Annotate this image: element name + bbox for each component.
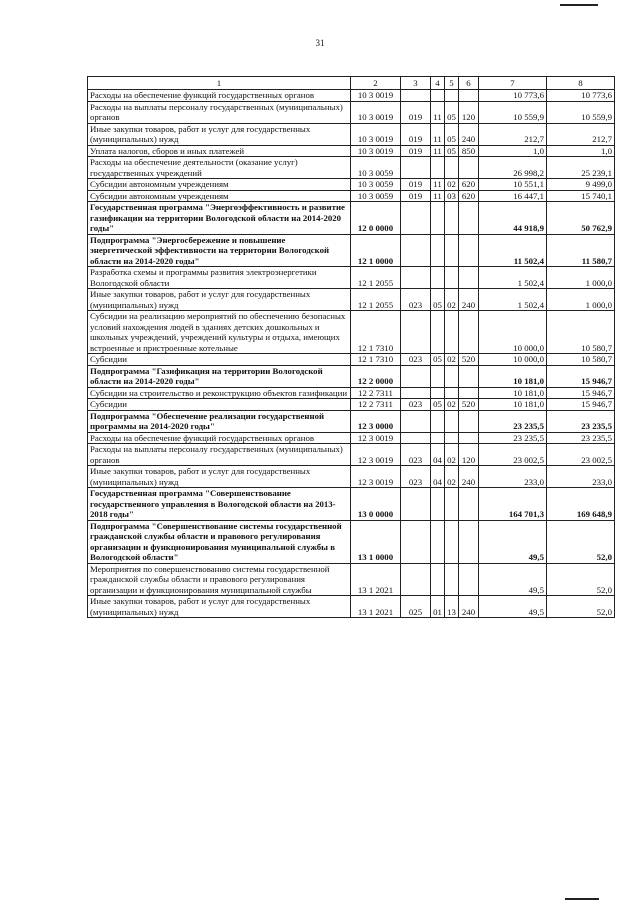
table-row (88, 267, 615, 289)
amount-year1-cell: 10 551,1 (479, 179, 547, 191)
table-row (88, 179, 615, 191)
amount-year1-cell: 23 235,5 (479, 432, 547, 444)
row-name-cell: Государственная программа "Совершенствование государственного управления в Вологодской области на 2013-2018 годы" (88, 488, 351, 521)
table-row (88, 365, 615, 387)
section-code-cell: 11 (431, 145, 445, 157)
header-cell: 1 (88, 77, 351, 90)
subsection-code-cell: 02 (445, 179, 459, 191)
amount-year2-cell: 11 580,7 (547, 234, 615, 267)
subsection-code-cell (445, 563, 459, 596)
amount-year2-cell: 23 235,5 (547, 432, 615, 444)
expense-type-cell (459, 157, 479, 179)
ministry-code-cell (401, 90, 431, 102)
amount-year2-cell: 1 000,0 (547, 289, 615, 311)
expense-type-cell: 120 (459, 444, 479, 466)
budget-table (87, 76, 615, 618)
section-code-cell (431, 202, 445, 235)
ministry-code-cell (401, 267, 431, 289)
table-row (88, 190, 615, 202)
target-code-cell: 12 2 7311 (351, 387, 401, 399)
amount-year2-cell: 233,0 (547, 466, 615, 488)
subsection-code-cell (445, 267, 459, 289)
row-name-cell: Иные закупки товаров, работ и услуг для государственных (муниципальных) нужд (88, 596, 351, 618)
row-name-cell: Мероприятия по совершенствованию системы государственной гражданской службы области и правового регулирования организации и функционирования муниципальной службы (88, 563, 351, 596)
target-code-cell: 10 3 0019 (351, 145, 401, 157)
ministry-code-cell (401, 432, 431, 444)
amount-year2-cell: 52,0 (547, 596, 615, 618)
ministry-code-cell: 023 (401, 399, 431, 411)
ministry-code-cell (401, 202, 431, 235)
amount-year1-cell: 233,0 (479, 466, 547, 488)
subsection-code-cell (445, 488, 459, 521)
section-code-cell: 01 (431, 596, 445, 618)
section-code-cell (431, 90, 445, 102)
table-row (88, 399, 615, 411)
section-code-cell (431, 365, 445, 387)
ministry-code-cell (401, 234, 431, 267)
expense-type-cell (459, 90, 479, 102)
table-row (88, 311, 615, 354)
table-row (88, 444, 615, 466)
expense-type-cell (459, 365, 479, 387)
ministry-code-cell (401, 410, 431, 432)
subsection-code-cell (445, 410, 459, 432)
amount-year2-cell: 1,0 (547, 145, 615, 157)
row-name-cell: Подпрограмма "Энергосбережение и повышение энергетической эффективности на территории Вологодской области на 2014-2020 годы" (88, 234, 351, 267)
subsection-code-cell: 02 (445, 466, 459, 488)
target-code-cell: 12 1 2055 (351, 289, 401, 311)
target-code-cell: 10 3 0019 (351, 123, 401, 145)
section-code-cell (431, 157, 445, 179)
amount-year1-cell: 10 181,0 (479, 399, 547, 411)
row-name-cell: Иные закупки товаров, работ и услуг для государственных (муниципальных) нужд (88, 123, 351, 145)
section-code-cell: 11 (431, 101, 445, 123)
subsection-code-cell (445, 234, 459, 267)
target-code-cell: 12 0 0000 (351, 202, 401, 235)
amount-year1-cell: 10 181,0 (479, 365, 547, 387)
target-code-cell: 10 3 0059 (351, 179, 401, 191)
header-cell: 2 (351, 77, 401, 90)
header-cell: 8 (547, 77, 615, 90)
table-row (88, 387, 615, 399)
ministry-code-cell: 025 (401, 596, 431, 618)
subsection-code-cell (445, 90, 459, 102)
row-name-cell: Субсидии (88, 399, 351, 411)
section-code-cell: 05 (431, 354, 445, 366)
table-row (88, 432, 615, 444)
table-row (88, 145, 615, 157)
table-row (88, 354, 615, 366)
ministry-code-cell: 023 (401, 466, 431, 488)
table-row (88, 563, 615, 596)
section-code-cell: 05 (431, 289, 445, 311)
expense-type-cell (459, 234, 479, 267)
table-body (88, 90, 615, 618)
expense-type-cell (459, 410, 479, 432)
target-code-cell: 13 0 0000 (351, 488, 401, 521)
amount-year1-cell: 49,5 (479, 596, 547, 618)
amount-year2-cell: 15 740,1 (547, 190, 615, 202)
ministry-code-cell (401, 311, 431, 354)
expense-type-cell (459, 387, 479, 399)
corner-mark-bottom (565, 898, 599, 900)
target-code-cell: 12 1 2055 (351, 267, 401, 289)
table-row (88, 101, 615, 123)
subsection-code-cell: 02 (445, 444, 459, 466)
amount-year2-cell: 15 946,7 (547, 365, 615, 387)
table-row (88, 466, 615, 488)
section-code-cell: 11 (431, 123, 445, 145)
ministry-code-cell: 019 (401, 101, 431, 123)
amount-year1-cell: 16 447,1 (479, 190, 547, 202)
subsection-code-cell (445, 365, 459, 387)
row-name-cell: Расходы на выплаты персоналу государственных (муниципальных) органов (88, 444, 351, 466)
section-code-cell (431, 520, 445, 563)
expense-type-cell: 620 (459, 190, 479, 202)
target-code-cell: 13 1 2021 (351, 596, 401, 618)
subsection-code-cell (445, 432, 459, 444)
amount-year2-cell: 15 946,7 (547, 387, 615, 399)
ministry-code-cell: 023 (401, 289, 431, 311)
target-code-cell: 12 2 7311 (351, 399, 401, 411)
table-row (88, 488, 615, 521)
section-code-cell (431, 488, 445, 521)
amount-year1-cell: 164 701,3 (479, 488, 547, 521)
target-code-cell: 12 1 0000 (351, 234, 401, 267)
section-code-cell: 11 (431, 190, 445, 202)
amount-year2-cell: 50 762,9 (547, 202, 615, 235)
ministry-code-cell: 019 (401, 123, 431, 145)
amount-year1-cell: 23 235,5 (479, 410, 547, 432)
row-name-cell: Расходы на выплаты персоналу государственных (муниципальных) органов (88, 101, 351, 123)
expense-type-cell (459, 267, 479, 289)
row-name-cell: Субсидии на реализацию мероприятий по обеспечению безопасных условий нахождения людей в зданиях детских дошкольных и школьных учреждений, учреждений культуры и отдыха, имеющих встроенные и пристроенные котельные (88, 311, 351, 354)
subsection-code-cell (445, 157, 459, 179)
subsection-code-cell: 02 (445, 354, 459, 366)
section-code-cell: 11 (431, 179, 445, 191)
amount-year1-cell: 26 998,2 (479, 157, 547, 179)
row-name-cell: Государственная программа "Энергоэффективность и развитие газификации на территории Вологодской области на 2014-2020 годы" (88, 202, 351, 235)
expense-type-cell (459, 432, 479, 444)
section-code-cell: 05 (431, 399, 445, 411)
subsection-code-cell: 02 (445, 399, 459, 411)
target-code-cell: 13 1 0000 (351, 520, 401, 563)
expense-type-cell (459, 202, 479, 235)
target-code-cell: 13 1 2021 (351, 563, 401, 596)
subsection-code-cell (445, 520, 459, 563)
amount-year1-cell: 44 918,9 (479, 202, 547, 235)
table-row (88, 157, 615, 179)
target-code-cell: 12 2 0000 (351, 365, 401, 387)
ministry-code-cell: 019 (401, 145, 431, 157)
table-row (88, 123, 615, 145)
expense-type-cell: 240 (459, 289, 479, 311)
ministry-code-cell: 023 (401, 354, 431, 366)
amount-year2-cell: 10 580,7 (547, 311, 615, 354)
amount-year1-cell: 1 502,4 (479, 289, 547, 311)
amount-year2-cell: 1 000,0 (547, 267, 615, 289)
amount-year2-cell: 15 946,7 (547, 399, 615, 411)
table-row (88, 289, 615, 311)
expense-type-cell: 520 (459, 354, 479, 366)
expense-type-cell: 240 (459, 466, 479, 488)
subsection-code-cell: 05 (445, 145, 459, 157)
amount-year1-cell: 10 000,0 (479, 354, 547, 366)
subsection-code-cell (445, 311, 459, 354)
target-code-cell: 10 3 0059 (351, 190, 401, 202)
expense-type-cell (459, 488, 479, 521)
table-row (88, 202, 615, 235)
expense-type-cell: 520 (459, 399, 479, 411)
subsection-code-cell: 05 (445, 101, 459, 123)
row-name-cell: Подпрограмма "Обеспечение реализации государственной программы на 2014-2020 годы" (88, 410, 351, 432)
target-code-cell: 12 1 7310 (351, 354, 401, 366)
table-row (88, 520, 615, 563)
row-name-cell: Субсидии автономным учреждениям (88, 179, 351, 191)
subsection-code-cell: 03 (445, 190, 459, 202)
amount-year1-cell: 10 559,9 (479, 101, 547, 123)
row-name-cell: Подпрограмма "Газификация на территории Вологодской области на 2014-2020 годы" (88, 365, 351, 387)
section-code-cell (431, 311, 445, 354)
expense-type-cell: 620 (459, 179, 479, 191)
subsection-code-cell: 13 (445, 596, 459, 618)
section-code-cell (431, 387, 445, 399)
header-row (88, 77, 615, 90)
amount-year2-cell: 212,7 (547, 123, 615, 145)
subsection-code-cell: 02 (445, 289, 459, 311)
section-code-cell (431, 234, 445, 267)
target-code-cell: 12 3 0000 (351, 410, 401, 432)
expense-type-cell (459, 311, 479, 354)
expense-type-cell (459, 520, 479, 563)
ministry-code-cell: 023 (401, 444, 431, 466)
expense-type-cell (459, 563, 479, 596)
amount-year2-cell: 10 559,9 (547, 101, 615, 123)
ministry-code-cell (401, 488, 431, 521)
expense-type-cell: 240 (459, 123, 479, 145)
amount-year2-cell: 23 002,5 (547, 444, 615, 466)
row-name-cell: Субсидии автономным учреждениям (88, 190, 351, 202)
ministry-code-cell: 019 (401, 190, 431, 202)
expense-type-cell: 120 (459, 101, 479, 123)
expense-type-cell: 240 (459, 596, 479, 618)
ministry-code-cell (401, 520, 431, 563)
table-row (88, 410, 615, 432)
page-number: 31 (315, 38, 325, 48)
amount-year2-cell: 10 773,6 (547, 90, 615, 102)
table-row (88, 234, 615, 267)
amount-year1-cell: 212,7 (479, 123, 547, 145)
row-name-cell: Уплата налогов, сборов и иных платежей (88, 145, 351, 157)
header-cell: 7 (479, 77, 547, 90)
amount-year1-cell: 10 773,6 (479, 90, 547, 102)
target-code-cell: 12 3 0019 (351, 466, 401, 488)
amount-year2-cell: 169 648,9 (547, 488, 615, 521)
row-name-cell: Расходы на обеспечение деятельности (оказание услуг) государственных учреждений (88, 157, 351, 179)
section-code-cell (431, 267, 445, 289)
subsection-code-cell (445, 387, 459, 399)
section-code-cell: 04 (431, 466, 445, 488)
amount-year2-cell: 10 580,7 (547, 354, 615, 366)
target-code-cell: 12 3 0019 (351, 432, 401, 444)
row-name-cell: Подпрограмма "Совершенствование системы государственной гражданской службы области и правового регулирования организации и функционирования муниципальной службы в Вологодской области" (88, 520, 351, 563)
row-name-cell: Разработка схемы и программы развития электроэнергетики Вологодской области (88, 267, 351, 289)
section-code-cell: 04 (431, 444, 445, 466)
expense-type-cell: 850 (459, 145, 479, 157)
target-code-cell: 10 3 0019 (351, 101, 401, 123)
amount-year2-cell: 25 239,1 (547, 157, 615, 179)
amount-year1-cell: 10 000,0 (479, 311, 547, 354)
row-name-cell: Иные закупки товаров, работ и услуг для государственных (муниципальных) нужд (88, 289, 351, 311)
row-name-cell: Субсидии на строительство и реконструкцию объектов газификации (88, 387, 351, 399)
target-code-cell: 12 3 0019 (351, 444, 401, 466)
subsection-code-cell (445, 202, 459, 235)
ministry-code-cell (401, 563, 431, 596)
row-name-cell: Расходы на обеспечение функций государственных органов (88, 90, 351, 102)
section-code-cell (431, 563, 445, 596)
target-code-cell: 10 3 0059 (351, 157, 401, 179)
header-cell: 4 (431, 77, 445, 90)
row-name-cell: Субсидии (88, 354, 351, 366)
subsection-code-cell: 05 (445, 123, 459, 145)
amount-year1-cell: 49,5 (479, 520, 547, 563)
table-row (88, 90, 615, 102)
header-cell: 3 (401, 77, 431, 90)
target-code-cell: 12 1 7310 (351, 311, 401, 354)
amount-year1-cell: 23 002,5 (479, 444, 547, 466)
section-code-cell (431, 410, 445, 432)
amount-year2-cell: 52,0 (547, 563, 615, 596)
amount-year1-cell: 1,0 (479, 145, 547, 157)
row-name-cell: Иные закупки товаров, работ и услуг для государственных (муниципальных) нужд (88, 466, 351, 488)
header-cell: 6 (459, 77, 479, 90)
amount-year2-cell: 23 235,5 (547, 410, 615, 432)
target-code-cell: 10 3 0019 (351, 90, 401, 102)
ministry-code-cell: 019 (401, 179, 431, 191)
ministry-code-cell (401, 365, 431, 387)
amount-year1-cell: 10 181,0 (479, 387, 547, 399)
header-cell: 5 (445, 77, 459, 90)
section-code-cell (431, 432, 445, 444)
table-row (88, 596, 615, 618)
amount-year1-cell: 49,5 (479, 563, 547, 596)
row-name-cell: Расходы на обеспечение функций государственных органов (88, 432, 351, 444)
amount-year1-cell: 1 502,4 (479, 267, 547, 289)
amount-year2-cell: 9 499,0 (547, 179, 615, 191)
amount-year1-cell: 11 502,4 (479, 234, 547, 267)
corner-mark-top (560, 4, 598, 6)
ministry-code-cell (401, 387, 431, 399)
ministry-code-cell (401, 157, 431, 179)
amount-year2-cell: 52,0 (547, 520, 615, 563)
